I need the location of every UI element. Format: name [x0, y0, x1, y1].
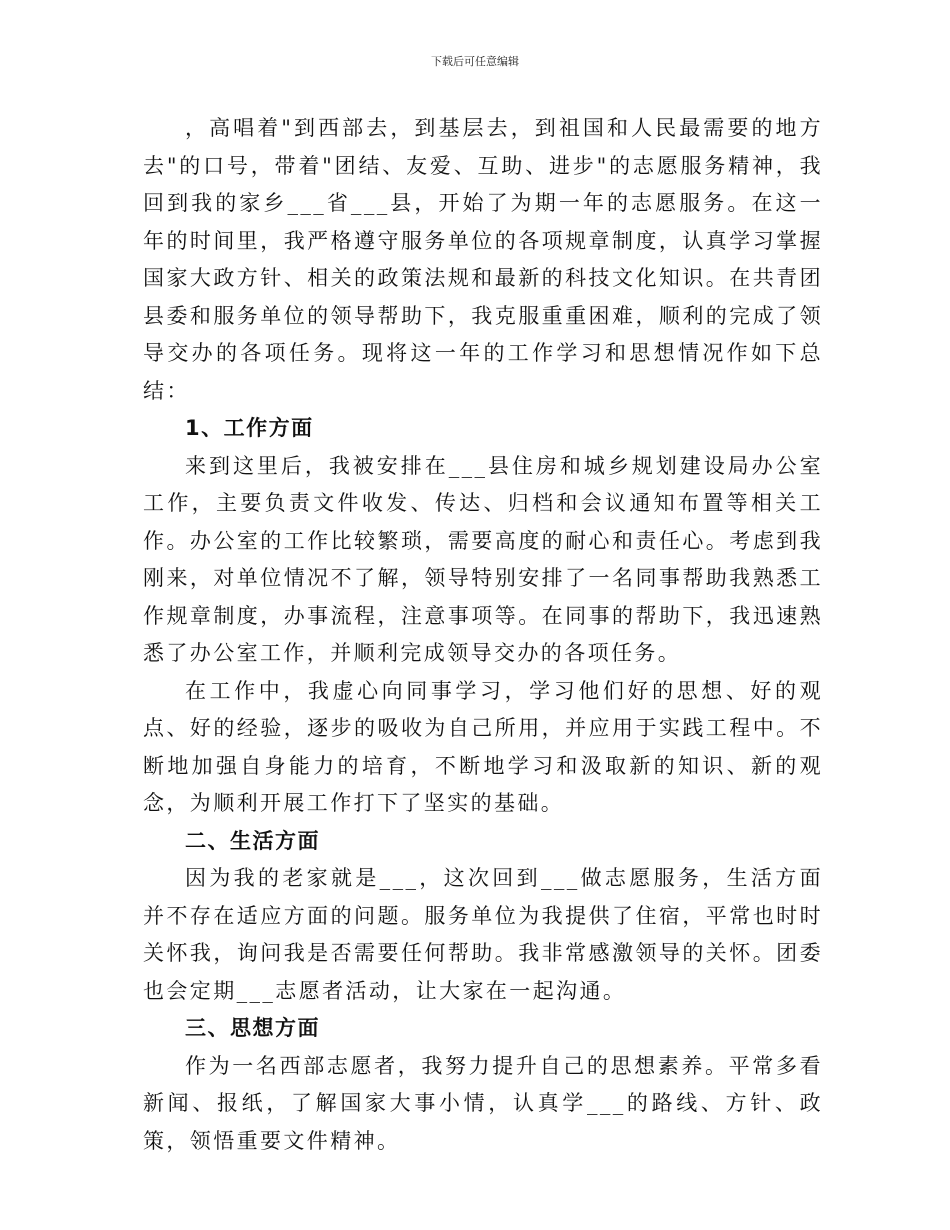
section-heading-thought: 三、思想方面: [185, 1016, 320, 1040]
work-paragraph-2: 在工作中，我虚心向同事学习，学习他们好的思想、好的观点、好的经验，逐步的吸收为自己所用，并应用于实践工程中。不断地加强自身能力的培育，不断地学习和汲取新的知识、新的观念，为顺利开展工作打下了坚实的基础。: [143, 678, 823, 815]
page-header: 下载后可任意编辑: [431, 55, 519, 68]
thought-paragraph: 作为一名西部志愿者，我努力提升自己的思想素养。平常多看新闻、报纸，了解国家大事小情，认真学___的路线、方针、政策，领悟重要文件精神。: [143, 1053, 823, 1153]
section-heading-work: 1、工作方面: [185, 416, 314, 440]
life-paragraph: 因为我的老家就是___，这次回到___做志愿服务，生活方面并不存在适应方面的问题。服务单位为我提供了住宿，平常也时时关怀我，询问我是否需要任何帮助。我非常感激领导的关怀。团委也会定期___志愿者活动，让大家在一起沟通。: [143, 866, 823, 1003]
intro-paragraph: ，高唱着"到西部去，到基层去，到祖国和人民最需要的地方去"的口号，带着"团结、友爱、互助、进步"的志愿服务精神，我回到我的家乡___省___县，开始了为期一年的志愿服务。在这一年的时间里，我严格遵守服务单位的各项规章制度，认真学习掌握国家大政方针、相关的政策法规和最新的科技文化知识。在共青团县委和服务单位的领导帮助下，我克服重重困难，顺利的完成了领导交办的各项任务。现将这一年的工作学习和思想情况作如下总结：: [143, 116, 823, 403]
document-body: [143, 110, 823, 1160]
section-heading-life: 二、生活方面: [185, 828, 320, 853]
work-paragraph-1: 来到这里后，我被安排在___县住房和城乡规划建设局办公室工作，主要负责文件收发、传达、归档和会议通知布置等相关工作。办公室的工作比较繁琐，需要高度的耐心和责任心。考虑到我刚来，对单位情况不了解，领导特别安排了一名同事帮助我熟悉工作规章制度，办事流程，注意事项等。在同事的帮助下，我迅速熟悉了办公室工作，并顺利完成领导交办的各项任务。: [143, 453, 823, 665]
